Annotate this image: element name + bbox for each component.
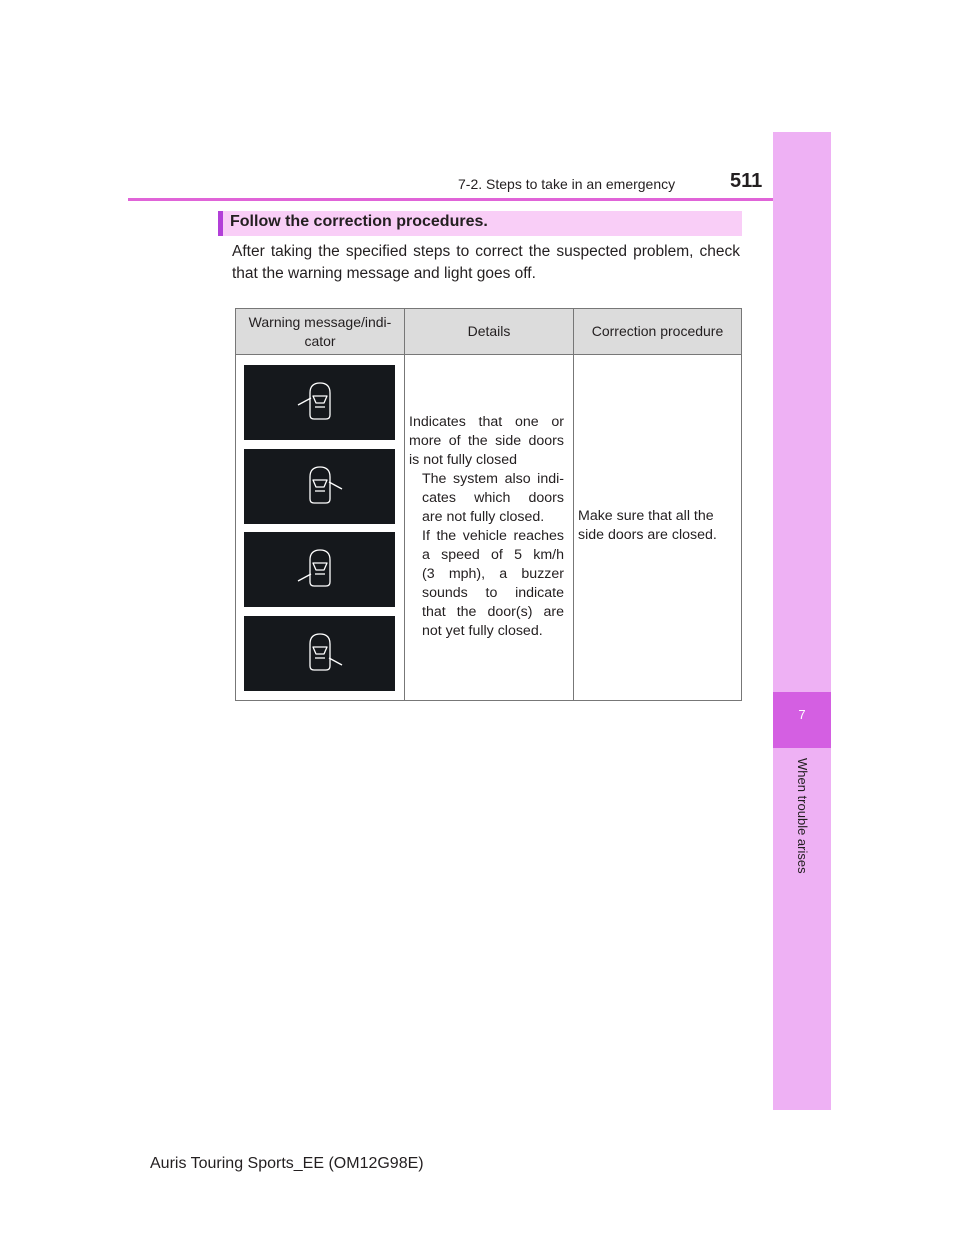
header-correction: Correction procedure <box>591 323 724 339</box>
details-line: cates which doors <box>422 490 564 506</box>
details-line: (3 mph), a buzzer <box>422 566 564 582</box>
header-warning-label: Warning message/indi- cator <box>248 313 392 349</box>
details-line: are not fully closed. <box>422 509 545 525</box>
footer-text: Auris Touring Sports_EE (OM12G98E) <box>150 1155 424 1172</box>
header-rule <box>128 198 831 201</box>
door-open-front-right-icon <box>244 449 395 524</box>
chapter-side-tab <box>773 132 831 1110</box>
door-open-front-left-icon <box>244 365 395 440</box>
header-warning <box>236 309 404 354</box>
warning-table <box>235 308 742 701</box>
chapter-title: When trouble arises <box>795 758 810 874</box>
door-open-rear-left-icon <box>244 532 395 607</box>
details-line: Indicates that one or <box>409 414 564 430</box>
section-title: 7-2. Steps to take in an emergency <box>458 176 676 192</box>
page-number: 511 <box>730 170 763 192</box>
details-line: is not fully closed <box>409 452 518 468</box>
details-line: that the door(s) are <box>422 604 564 620</box>
column-divider <box>404 309 405 700</box>
column-divider <box>573 309 574 700</box>
details-line: If the vehicle reaches <box>422 528 564 544</box>
header-details: Details <box>467 323 511 339</box>
details-line: a speed of 5 km/h <box>422 547 564 563</box>
intro-paragraph: After taking the specified steps to correct the suspected problem, check that the warning message and light goes off. <box>232 243 740 282</box>
section-heading: Follow the correction procedures. <box>230 213 488 230</box>
heading-accent <box>218 211 223 236</box>
details-line: sounds to indicate <box>422 585 564 601</box>
door-open-rear-right-icon <box>244 616 395 691</box>
table-header <box>236 309 741 355</box>
chapter-number: 7 <box>798 707 806 722</box>
details-line: more of the side doors <box>409 433 564 449</box>
correction-cell: Make sure that all the side doors are closed. <box>578 508 717 543</box>
details-line: The system also indi- <box>422 471 564 487</box>
details-cell <box>409 413 564 641</box>
details-line: not yet fully closed. <box>422 623 543 639</box>
